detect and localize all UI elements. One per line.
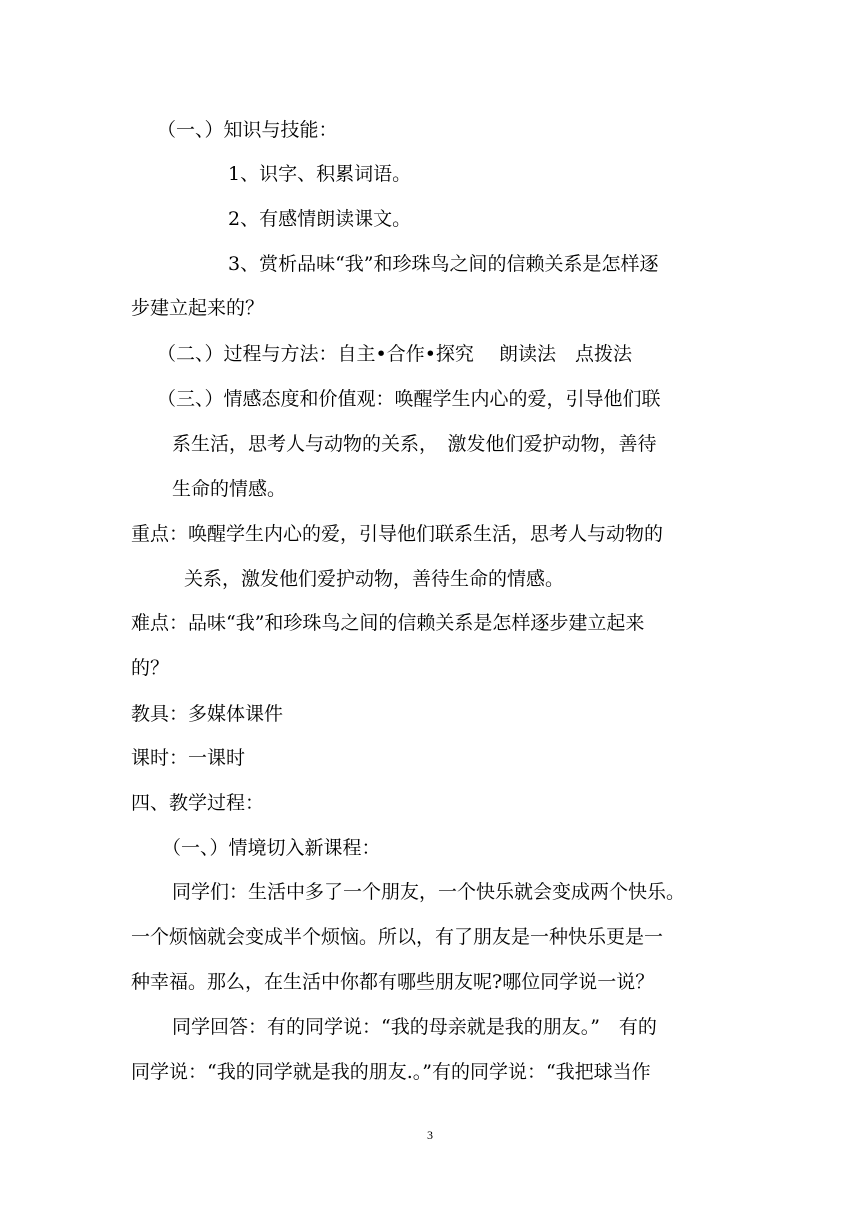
subsection-situation-intro: （一、）情境切入新课程： bbox=[162, 837, 381, 859]
difficult-point-cont: 的？ bbox=[131, 657, 170, 679]
subsection-emotion-values: （三、）情感态度和价值观：唤醒学生内心的爱，引导他们联 bbox=[157, 388, 661, 410]
paragraph-friends-1: 同学们：生活中多了一个朋友，一个快乐就会变成两个快乐。 bbox=[172, 881, 686, 903]
goal-item-1: 1、识字、积累词语。 bbox=[228, 163, 412, 185]
goal-item-3-cont: 步建立起来的？ bbox=[131, 297, 265, 319]
section-teaching-process: 四、教学过程： bbox=[131, 792, 265, 814]
goal-item-2: 2、有感情朗读课文。 bbox=[228, 208, 412, 230]
subsection-process-methods: （二、）过程与方法：自主•合作•探究 朗读法 点拨法 bbox=[157, 343, 632, 365]
goal-item-3: 3、赏析品味“我”和珍珠鸟之间的信赖关系是怎样逐 bbox=[228, 253, 659, 275]
paragraph-answers-2: 同学说：“我的同学就是我的朋友.。”有的同学说：“我把球当作 bbox=[131, 1061, 651, 1083]
page-number: 3 bbox=[427, 1128, 433, 1142]
paragraph-friends-3: 种幸福。那么，在生活中你都有哪些朋友呢?哪位同学说一说？ bbox=[131, 971, 655, 993]
key-point-cont: 关系，激发他们爱护动物，善待生命的情感。 bbox=[184, 568, 565, 590]
subsection-knowledge-skills: （一、）知识与技能： bbox=[157, 119, 338, 141]
teaching-aids: 教具：多媒体课件 bbox=[131, 703, 284, 725]
key-point: 重点：唤醒学生内心的爱，引导他们联系生活，思考人与动物的 bbox=[131, 523, 664, 545]
paragraph-friends-2: 一个烦恼就会变成半个烦恼。所以，有了朋友是一种快乐更是一 bbox=[131, 926, 664, 948]
difficult-point: 难点：品味“我”和珍珠鸟之间的信赖关系是怎样逐步建立起来 bbox=[131, 612, 645, 634]
class-hours: 课时：一课时 bbox=[131, 747, 246, 769]
paragraph-answers-1: 同学回答：有的同学说：“我的母亲就是我的朋友。” 有的 bbox=[172, 1016, 657, 1038]
emotion-values-cont-1: 系生活，思考人与动物的关系， 激发他们爱护动物，善待 bbox=[172, 433, 657, 455]
emotion-values-cont-2: 生命的情感。 bbox=[172, 478, 287, 500]
